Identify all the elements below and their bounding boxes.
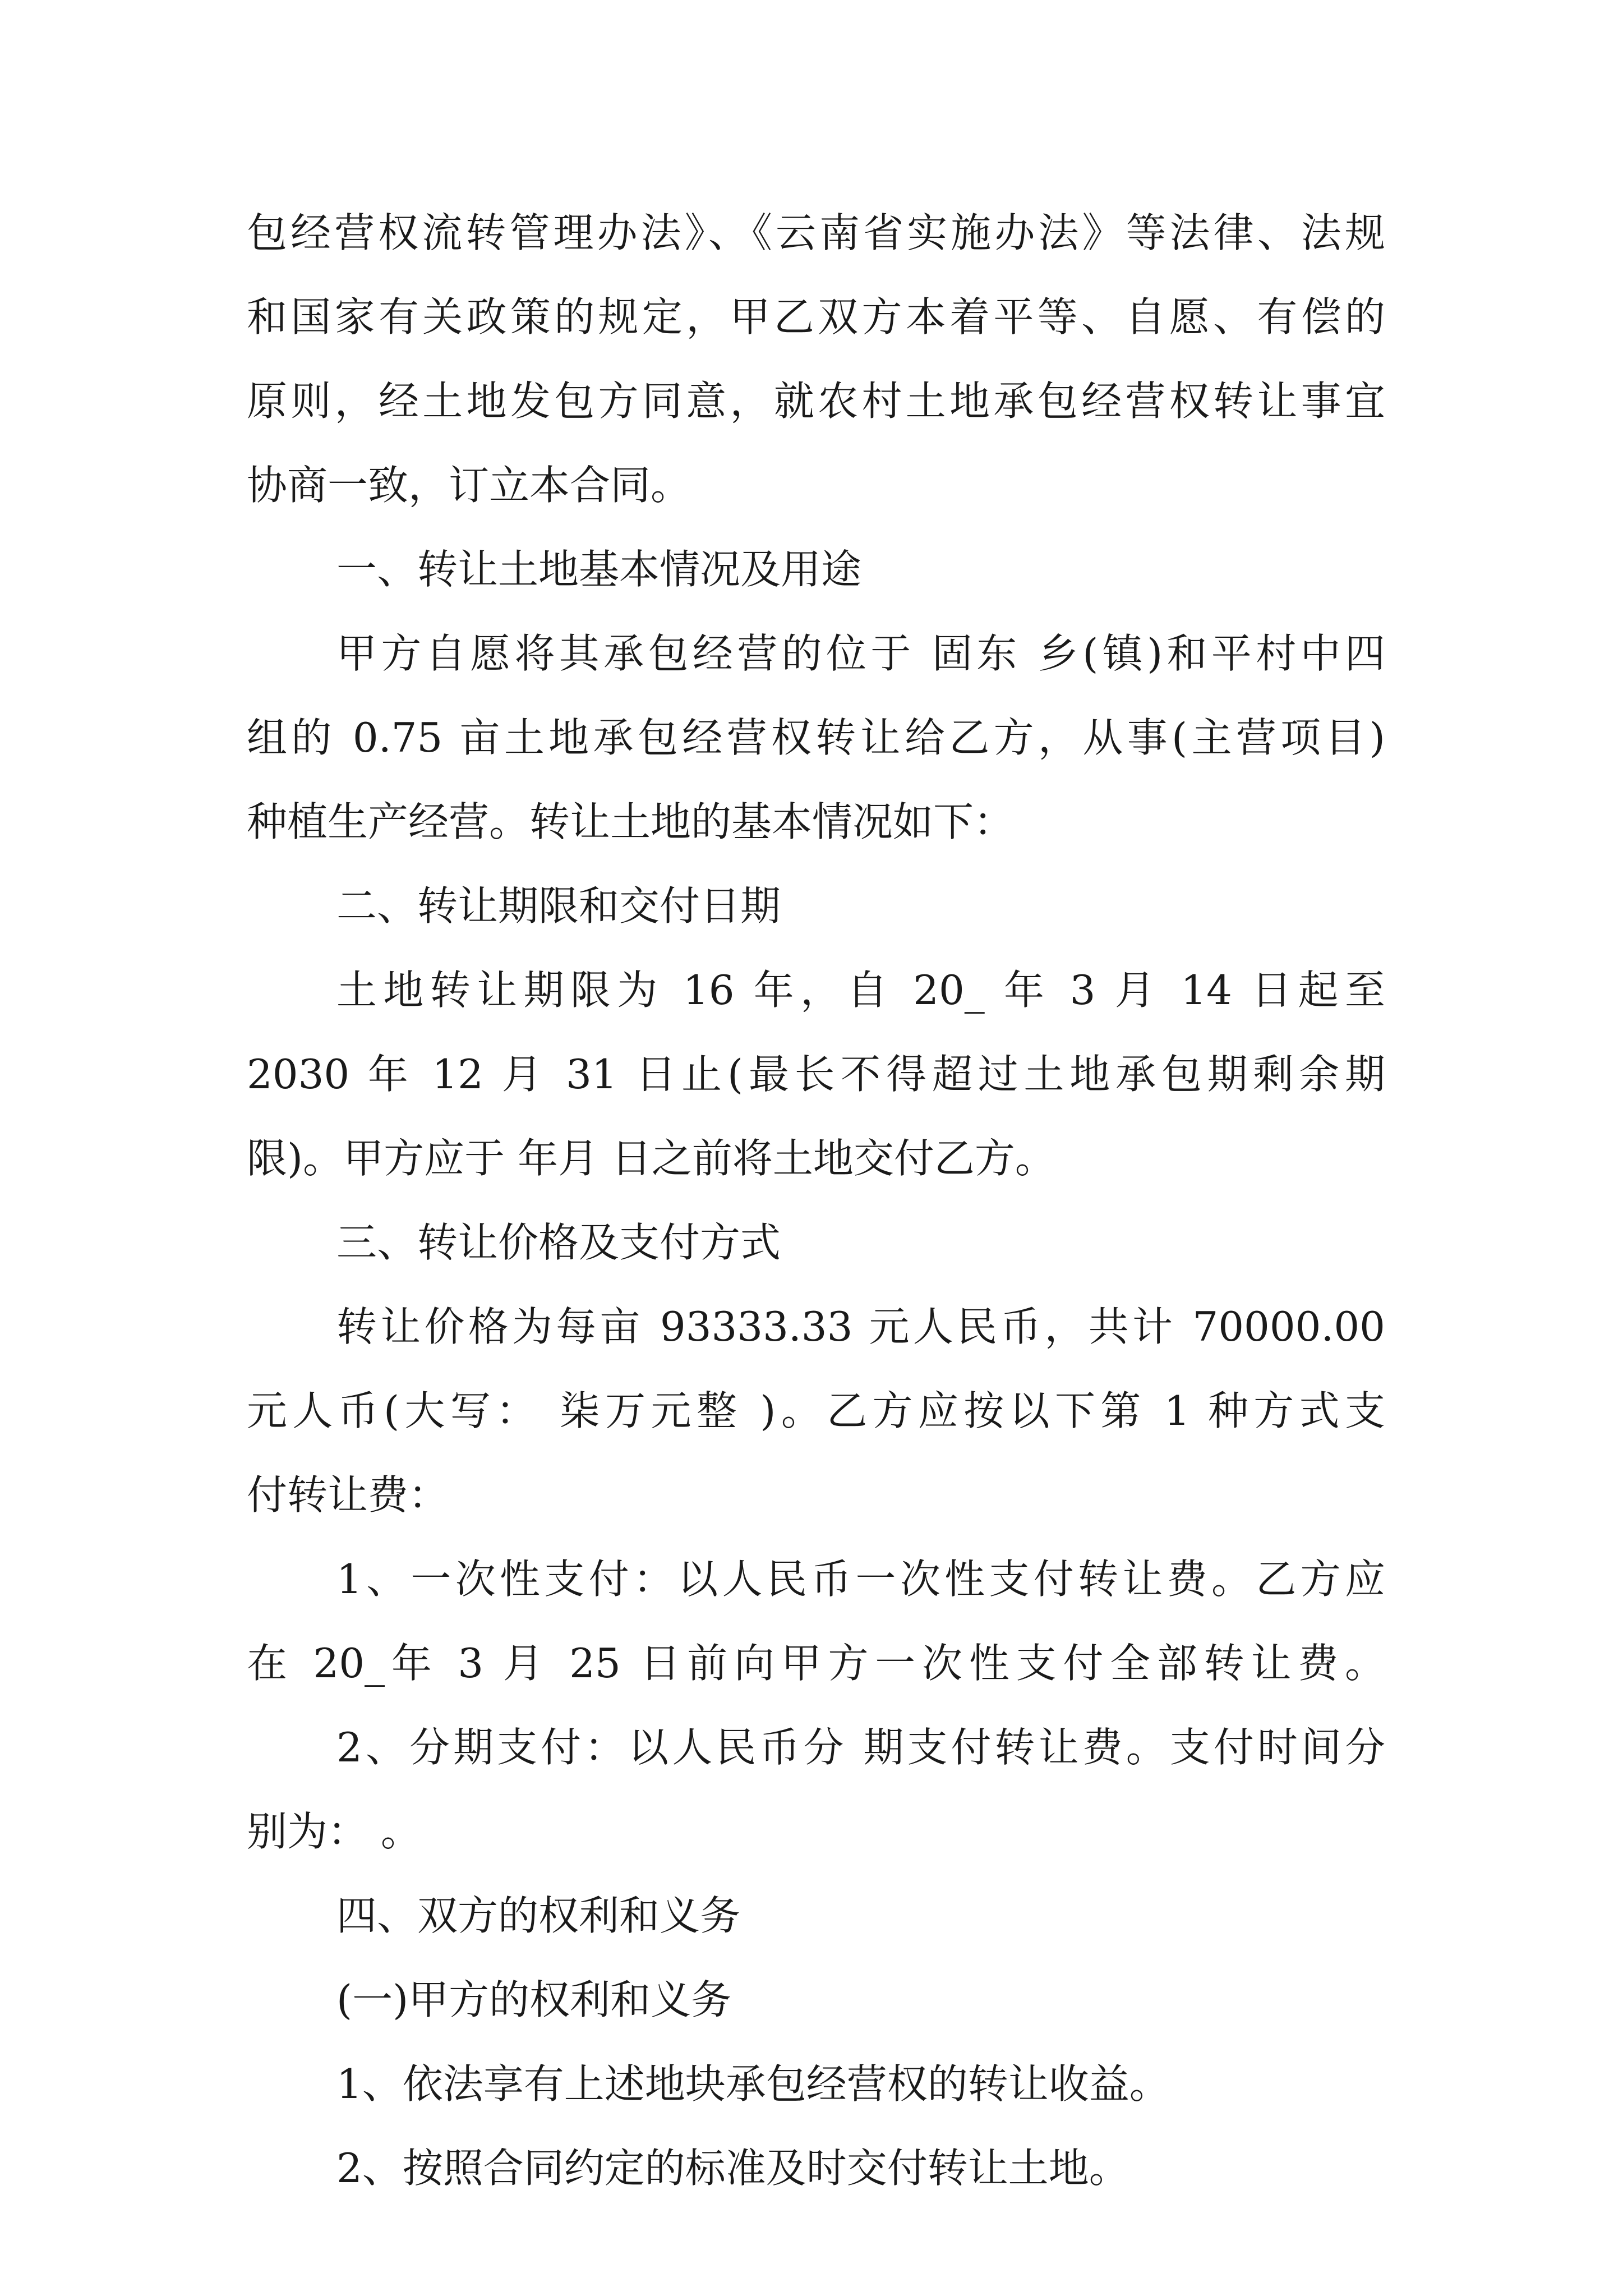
text-line: 2030 年 12 月 31 日止(最长不得超过土地承包期剩余期 bbox=[247, 1051, 1385, 1098]
section-heading: 三、转让价格及支付方式 bbox=[336, 1219, 781, 1266]
text-line: 付转让费： bbox=[247, 1471, 449, 1519]
subsection-heading: (一)甲方的权利和义务 bbox=[336, 1976, 732, 2023]
text-line: 1、一次性支付：以人民币一次性支付转让费。乙方应 bbox=[336, 1556, 1385, 1603]
text-line: 组的 0.75 亩土地承包经营权转让给乙方，从事(主营项目) bbox=[247, 714, 1385, 761]
text-line: 在 20_年 3 月 25 日前向甲方一次性支付全部转让费。 bbox=[247, 1640, 1385, 1687]
text-line: 和国家有关政策的规定，甲乙双方本着平等、自愿、有偿的 bbox=[247, 293, 1385, 341]
text-line: 2、分期支付：以人民币分 期支付转让费。支付时间分 bbox=[336, 1724, 1385, 1771]
text-line: 别为： 。 bbox=[247, 1808, 421, 1855]
text-line: 元人币(大写： 柒万元整 )。乙方应按以下第 1 种方式支 bbox=[247, 1387, 1385, 1434]
text-line: 1、依法享有上述地块承包经营权的转让收益。 bbox=[336, 2060, 1170, 2108]
text-line: 包经营权流转管理办法》、《云南省实施办法》等法律、法规 bbox=[247, 209, 1385, 256]
text-line: 2、按照合同约定的标准及时交付转让土地。 bbox=[336, 2145, 1129, 2192]
text-line: 协商一致，订立本合同。 bbox=[247, 462, 691, 509]
section-heading: 二、转让期限和交付日期 bbox=[336, 882, 781, 930]
text-line: 原则，经土地发包方同意，就农村土地承包经营权转让事宜 bbox=[247, 378, 1385, 425]
text-line: 土地转让期限为 16 年，自 20_ 年 3 月 14 日起至 bbox=[336, 967, 1385, 1014]
text-line: 甲方自愿将其承包经营的位于 固东 乡(镇)和平村中四 bbox=[336, 630, 1385, 677]
text-line: 种植生产经营。转让土地的基本情况如下： bbox=[247, 798, 1015, 845]
section-heading: 四、双方的权利和义务 bbox=[336, 1892, 741, 1939]
text-line: 转让价格为每亩 93333.33 元人民币，共计 70000.00 bbox=[336, 1303, 1385, 1350]
text-line: 限)。甲方应于 年月 日之前将土地交付乙方。 bbox=[247, 1135, 1055, 1182]
section-heading: 一、转让土地基本情况及用途 bbox=[336, 546, 862, 593]
